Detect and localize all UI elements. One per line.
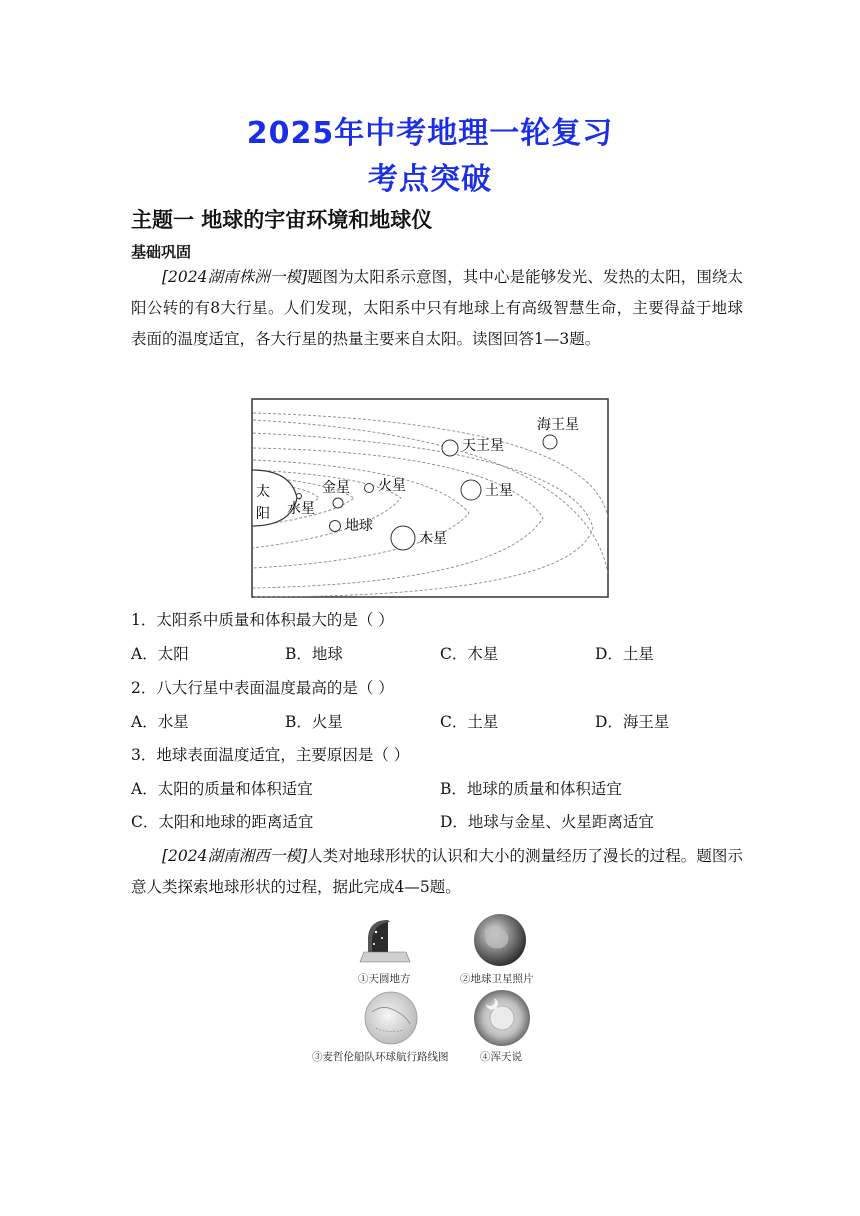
page-subtitle: 考点突破 <box>368 162 492 197</box>
sun-label-1: 太 <box>256 484 270 500</box>
neptune-label: 海王星 <box>537 417 579 433</box>
jupiter-circle <box>391 526 415 550</box>
jupiter-label: 木星 <box>419 531 447 547</box>
passage-2-text: 人类对地球形状的认识和大小的测量经历了漫长的过程。题图示意人类探索地球形状的过程，据此完成4—5题。 <box>131 847 743 896</box>
page-title: 2025年中考地理一轮复习 <box>246 116 614 151</box>
q3-option-b: B．地球的质量和体积适宜 <box>440 780 622 798</box>
q2-option-d: D．海王星 <box>595 713 670 731</box>
q1-option-b: B．地球 <box>285 645 343 663</box>
venus-circle <box>333 498 343 508</box>
mars-label: 火星 <box>378 478 406 494</box>
question-1: 1．太阳系中质量和体积最大的是（ ） <box>131 611 394 629</box>
q3-option-c: C．太阳和地球的距离适宜 <box>131 813 314 831</box>
passage-1-text: 题图为太阳系示意图，其中心是能够发光、发热的太阳，围绕太阳公转的有8大行星。人们发现，太阳系中只有地球上有高级智慧生命，主要得益于地球表面的温度适宜，各大行星的热量主要来自太阳。读图回答1—3题。 <box>131 268 743 348</box>
caption-4: ④浑天说 <box>480 1051 522 1063</box>
earth-shape-figure <box>310 912 550 1067</box>
huntian-theory-image <box>474 990 530 1046</box>
q1-option-c: C．木星 <box>440 645 499 663</box>
passage-2-source: [2024湖南湘西一模] <box>162 847 308 865</box>
earth-label: 地球 <box>345 518 373 534</box>
uranus-circle <box>442 440 458 456</box>
magellan-route-image <box>365 992 417 1044</box>
q2-option-b: B．火星 <box>285 713 343 731</box>
q2-option-c: C．土星 <box>440 713 499 731</box>
passage-1 <box>131 262 743 355</box>
q3-option-d: D．地球与金星、火星距离适宜 <box>440 813 654 831</box>
solar-system-figure <box>251 398 609 598</box>
sun-label-2: 阳 <box>256 506 270 522</box>
passage-2 <box>131 841 743 903</box>
q1-option-a: A．太阳 <box>131 645 189 663</box>
passage-1-source: [2024湖南株洲一模] <box>162 268 308 286</box>
caption-1: ①天圆地方 <box>358 973 411 985</box>
venus-label: 金星 <box>322 480 350 496</box>
question-3: 3．地球表面温度适宜，主要原因是（ ） <box>131 746 410 764</box>
section-heading: 基础巩固 <box>131 243 192 261</box>
mercury-circle <box>297 494 302 499</box>
topic-heading: 主题一 地球的宇宙环境和地球仪 <box>131 208 433 232</box>
saturn-circle <box>461 480 481 500</box>
saturn-label: 土星 <box>485 483 513 499</box>
neptune-circle <box>543 435 557 449</box>
q2-option-a: A．水星 <box>131 713 189 731</box>
mercury-label: 水星 <box>287 501 315 517</box>
mars-circle <box>365 484 374 493</box>
caption-2: ②地球卫星照片 <box>460 973 534 985</box>
round-sky-square-earth-image <box>360 920 410 962</box>
uranus-label: 天王星 <box>462 438 504 454</box>
question-2: 2．八大行星中表面温度最高的是（ ） <box>131 679 394 697</box>
satellite-photo-image <box>474 914 526 966</box>
caption-3: ③麦哲伦船队环球航行路线图 <box>312 1051 449 1063</box>
earth-circle <box>330 521 341 532</box>
q1-option-d: D．土星 <box>595 645 654 663</box>
q3-option-a: A．太阳的质量和体积适宜 <box>131 780 313 798</box>
